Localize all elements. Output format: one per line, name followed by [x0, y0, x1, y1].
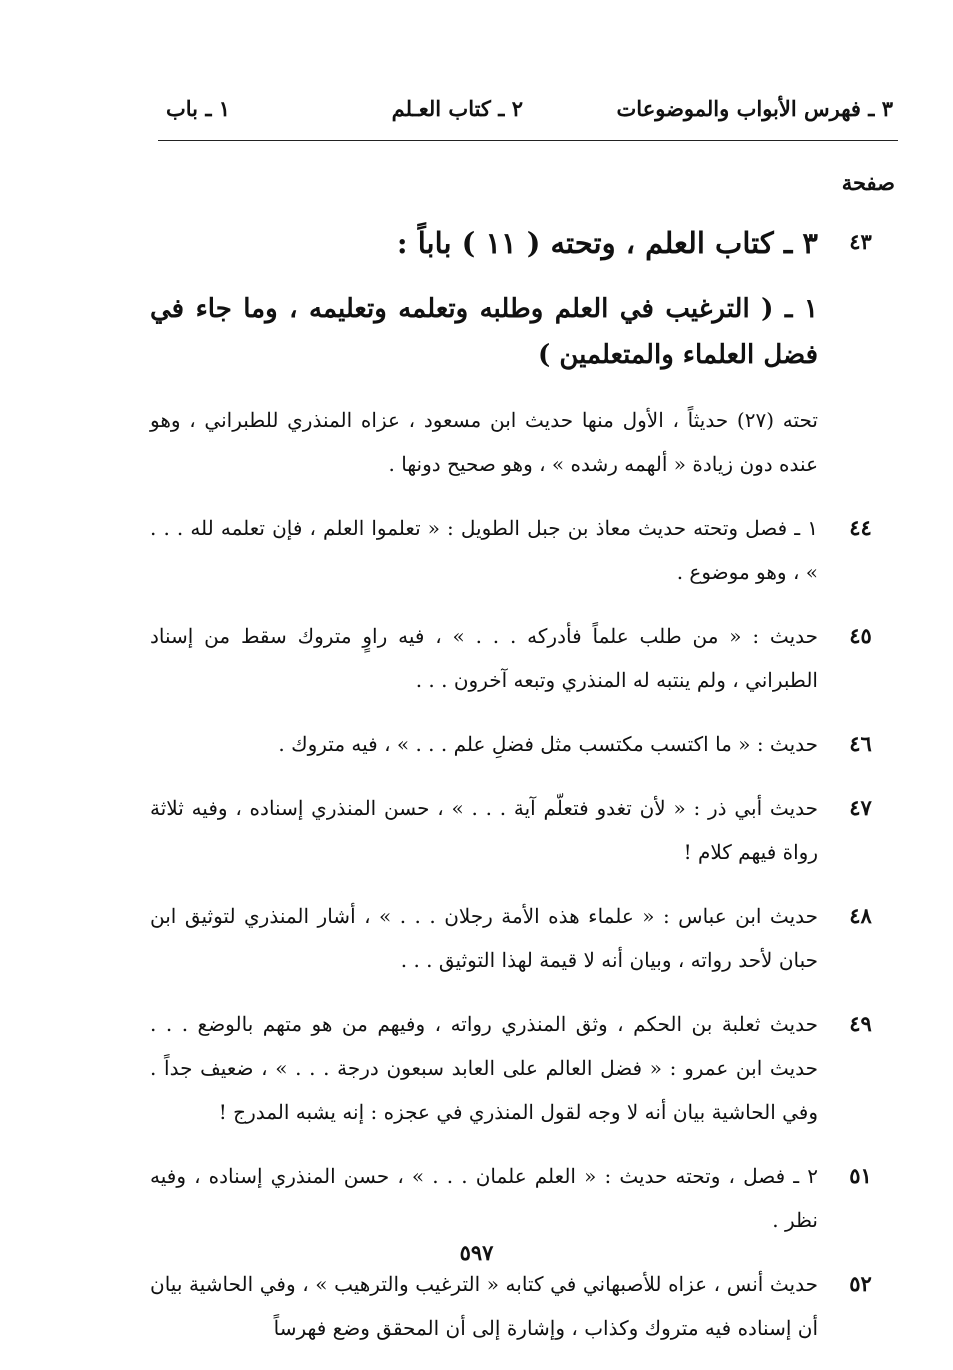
index-entry	[150, 894, 903, 982]
entry-text: حديث : « من طلب علماً فأدركه . . . » ، فيه راوٍ متروك سقط من إسناد الطبراني ، ولم ينتبه له المنذري وتبعه آخرون . . .	[150, 624, 818, 692]
entry-page-number: ٤٧	[849, 795, 872, 820]
entry-text: حديث ثعلبة بن الحكم ، وثق المنذري رواته ، وفيهم من هو متهم بالوضع . . . حديث ابن عمرو : « فضل العالم على العابد سبعون درجة . . . » ، ضعيف جداً . وفي الحاشية بيان أنه لا وجه لقول المنذري في عجزه : إنه يشبه المدرج !	[150, 1012, 818, 1124]
entry-text: حديث : « ما اكتسب مكتسب مثل فضلِ علم . . . » ، فيه متروك .	[278, 732, 818, 756]
entry-page-number: ٥٢	[849, 1271, 872, 1296]
header-section-title: ٣ ـ فهرس الأبواب والموضوعات	[616, 96, 893, 121]
chapter-heading-entry	[150, 286, 903, 378]
entry-page-number: ٤٩	[849, 1011, 872, 1036]
entry-text: ٢ ـ فصل ، وتحته حديث : « العلم علمان . . . » ، حسن المنذري إسناده ، وفيه نظر .	[150, 1164, 818, 1232]
index-entries	[150, 220, 903, 1370]
entry-text: حديث أنس ، عزاه للأصبهاني في كتابه « الترغيب والترهيب » ، وفي الحاشية بيان أن إسناده فيه متروك وكذاب ، وإشارة إلى أن المحقق وضع فهرساً	[150, 1272, 818, 1340]
book-heading-entry	[150, 220, 903, 266]
entry-page-number: ٤٦	[849, 731, 872, 756]
running-header	[158, 92, 893, 132]
header-book-title: ٢ ـ كتاب العـلم	[391, 96, 523, 121]
index-entry	[150, 1262, 903, 1350]
index-entry	[150, 786, 903, 874]
entry-page-number: ٤٤	[849, 515, 872, 540]
index-entry	[150, 506, 903, 594]
chapter-title: ١ ـ ( الترغيب في العلم وطلبه وتعلمه وتعليمه ، وما جاء في فضل العلماء والمتعلمين )	[150, 294, 818, 370]
page-number: ٥٩٧	[459, 1240, 494, 1265]
entry-page-number: ٤٣	[849, 229, 872, 254]
chapter-intro-entry	[150, 398, 903, 486]
header-chapter-label: ١ ـ باب	[166, 96, 231, 121]
index-entry	[150, 1002, 903, 1134]
index-entry	[150, 614, 903, 702]
book-title: ٣ ـ كتاب العلم ، وتحته ( ١١ ) باباً :	[396, 226, 818, 260]
page-column-label: صفحة	[841, 170, 895, 195]
entry-text: حديث أبي ذر : « لأن تغدو فتعلّم آية . . . » ، حسن المنذري إسناده ، وفيه ثلاثة رواة فيهم كلام !	[150, 796, 818, 864]
chapter-intro: تحته (٢٧) حديثاً ، الأول منها حديث ابن مسعود ، عزاه المنذري للطبراني ، وهو عنده دون زيادة « ألهمه رشده » ، وهو صحيح دونها .	[150, 408, 818, 476]
index-entry	[150, 722, 903, 766]
entry-page-number: ٤٥	[849, 623, 872, 648]
entry-page-number: ٤٨	[849, 903, 872, 928]
entry-page-number: ٥١	[849, 1163, 872, 1188]
index-entry	[150, 1154, 903, 1242]
entry-text: ١ ـ فصل وتحته حديث معاذ بن جبل الطويل : « تعلموا العلم ، فإن تعلمه لله . . . » ، وهو موضوع .	[150, 516, 818, 584]
header-rule	[158, 140, 898, 141]
entry-text: حديث ابن عباس : « علماء هذه الأمة رجلان . . . » ، أشار المنذري لتوثيق ابن حبان لأحد رواته ، وبيان أنه لا قيمة لهذا التوثيق . . .	[150, 904, 818, 972]
